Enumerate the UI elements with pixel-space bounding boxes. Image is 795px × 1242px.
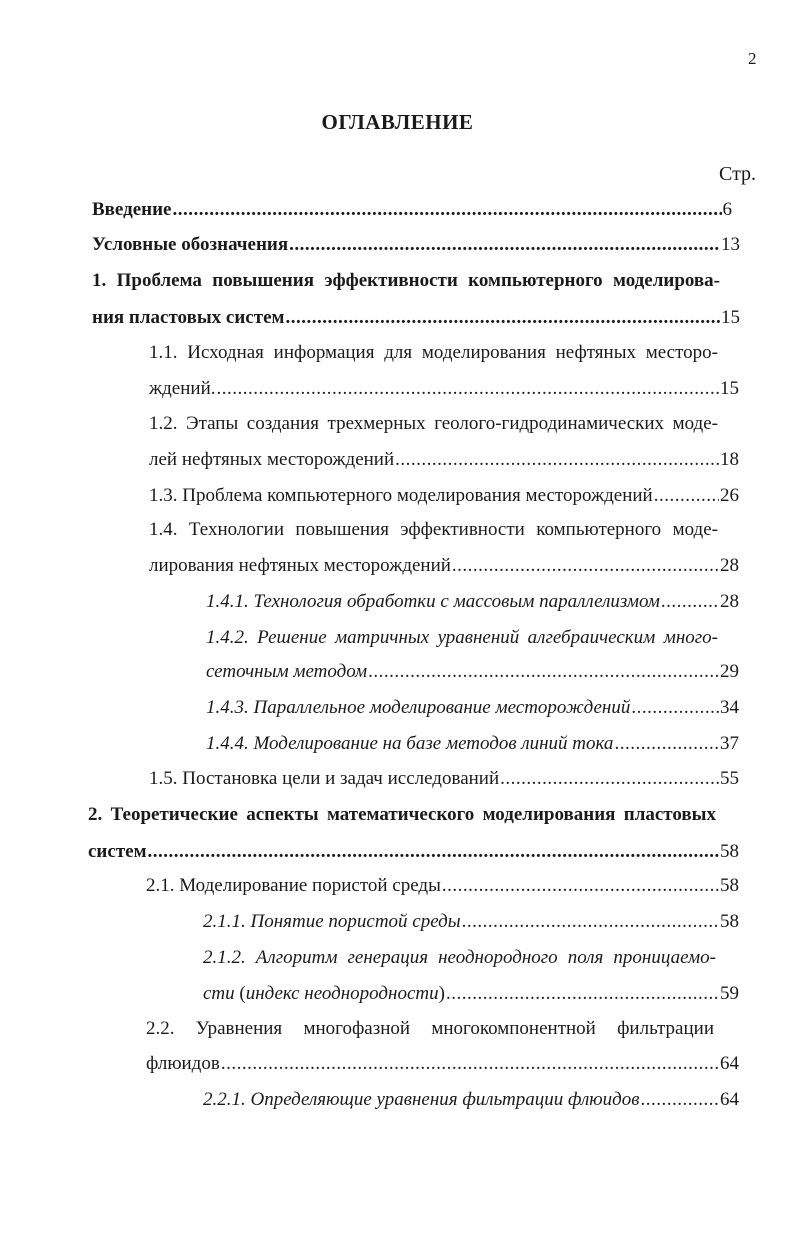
toc-entry-1-1-line1[interactable]: 1.1. Исходная информация для моделирования нефтяных месторо-	[149, 342, 718, 363]
toc-entry-2-1-2[interactable]	[203, 982, 739, 1006]
toc-leader	[661, 590, 719, 614]
toc-page: 34	[720, 697, 739, 718]
toc-leader	[631, 696, 719, 720]
toc-page: 6	[722, 199, 732, 220]
toc-entry-2-2-1[interactable]	[203, 1088, 739, 1112]
toc-entry-ch1[interactable]	[92, 306, 740, 330]
toc-entry-1-3[interactable]	[149, 484, 739, 508]
toc-leader	[452, 554, 719, 578]
toc-page: 59	[720, 983, 739, 1004]
toc-page: 13	[721, 234, 740, 255]
toc-label: 1.3. Проблема компьютерного моделирования месторождений	[149, 485, 653, 506]
toc-leader	[221, 1052, 719, 1076]
toc-page: 28	[720, 555, 739, 576]
toc-entry-1-4-line1[interactable]: 1.4. Технологии повышения эффективности компьютерного моде-	[149, 519, 718, 540]
toc-page: 28	[720, 591, 739, 612]
toc-entry-1-2-line1[interactable]: 1.2. Этапы создания трехмерных геолого-гидродинамических моде-	[149, 413, 718, 434]
toc-leader	[442, 874, 719, 898]
toc-page: 26	[720, 485, 739, 506]
toc-page: 64	[720, 1089, 739, 1110]
toc-page: 15	[720, 378, 739, 399]
toc-leader	[614, 732, 719, 756]
toc-label: ния пластовых систем	[92, 307, 285, 328]
toc-leader	[148, 840, 719, 864]
toc-entry-1-4-2-line1[interactable]: 1.4.2. Решение матричных уравнений алгебраическим много-	[206, 627, 718, 648]
toc-leader	[462, 910, 719, 934]
toc-entry-1-4[interactable]	[149, 554, 739, 578]
toc-entry-ch2[interactable]	[88, 840, 739, 864]
toc-page: 29	[720, 661, 739, 682]
toc-page: 58	[720, 841, 739, 862]
toc-entry-2-1-2-line1[interactable]: 2.1.2. Алгоритм генерация неоднородного поля проницаемо-	[203, 947, 716, 968]
toc-label: 1.4.1. Технология обработки с массовым параллелизмом	[206, 591, 660, 612]
toc-entry-ch2-line1[interactable]: 2. Теоретические аспекты математического моделирования пластовых	[88, 804, 716, 825]
toc-label: ждений.	[149, 378, 216, 399]
page-title: ОГЛАВЛЕНИЕ	[321, 110, 474, 134]
toc-label: 1.5. Постановка цели и задач исследований	[149, 768, 500, 789]
toc-label: 2.1.1. Понятие пористой среды	[203, 911, 461, 932]
toc-leader	[289, 233, 720, 257]
toc-leader	[446, 982, 719, 1006]
toc-page: 64	[720, 1053, 739, 1074]
toc-label: флюидов	[146, 1053, 220, 1074]
page-number: 2	[748, 49, 757, 68]
toc-leader	[285, 306, 720, 330]
toc-label: сеточным методом	[206, 661, 368, 682]
toc-entry-2-1-1[interactable]	[203, 910, 739, 934]
toc-label: систем	[88, 841, 147, 862]
toc-entry-1-4-4[interactable]	[206, 732, 739, 756]
toc-label: лей нефтяных месторождений	[149, 449, 395, 470]
toc-entry-intro[interactable]	[92, 198, 732, 222]
toc-label: лирования нефтяных месторождений	[149, 555, 451, 576]
toc-entry-1-4-3[interactable]	[206, 696, 739, 720]
toc-entry-1-4-2[interactable]	[206, 660, 739, 684]
toc-leader	[395, 448, 719, 472]
toc-label: Введение	[92, 199, 172, 220]
toc-label: 2.1. Моделирование пористой среды	[146, 875, 441, 896]
toc-leader	[500, 767, 719, 791]
toc-entry-1-5[interactable]	[149, 767, 739, 791]
page-column-header: Стр.	[719, 163, 757, 185]
toc-label: 1.4.4. Моделирование на базе методов линий тока	[206, 733, 614, 754]
toc-page: 37	[720, 733, 739, 754]
toc-page: 18	[720, 449, 739, 470]
toc-entry-ch1-line1[interactable]: 1. Проблема повышения эффективности компьютерного моделирова-	[92, 270, 720, 291]
toc-leader	[216, 377, 719, 401]
toc-entry-2-2[interactable]	[146, 1052, 739, 1076]
toc-page: 55	[720, 768, 739, 789]
toc-page: 58	[720, 875, 739, 896]
toc-page: 15	[721, 307, 740, 328]
toc-label: сти (индекс неоднородности)	[203, 983, 445, 1004]
toc-entry-1-4-1[interactable]	[206, 590, 739, 614]
toc-leader	[641, 1088, 719, 1112]
toc-label: 2.2.1. Определяющие уравнения фильтрации флюидов	[203, 1089, 640, 1110]
toc-label: Условные обозначения	[92, 234, 289, 255]
toc-entry-1-1[interactable]	[149, 377, 739, 401]
toc-page: 58	[720, 911, 739, 932]
toc-leader	[654, 484, 719, 508]
toc-entry-2-1[interactable]	[146, 874, 739, 898]
toc-entry-notation[interactable]	[92, 233, 740, 257]
toc-entry-2-2-line1[interactable]: 2.2. Уравнения многофазной многокомпонентной фильтрации	[146, 1018, 714, 1039]
toc-leader	[173, 198, 722, 222]
toc-label: 1.4.3. Параллельное моделирование месторождений	[206, 697, 631, 718]
toc-entry-1-2[interactable]	[149, 448, 739, 472]
toc-leader	[368, 660, 719, 684]
